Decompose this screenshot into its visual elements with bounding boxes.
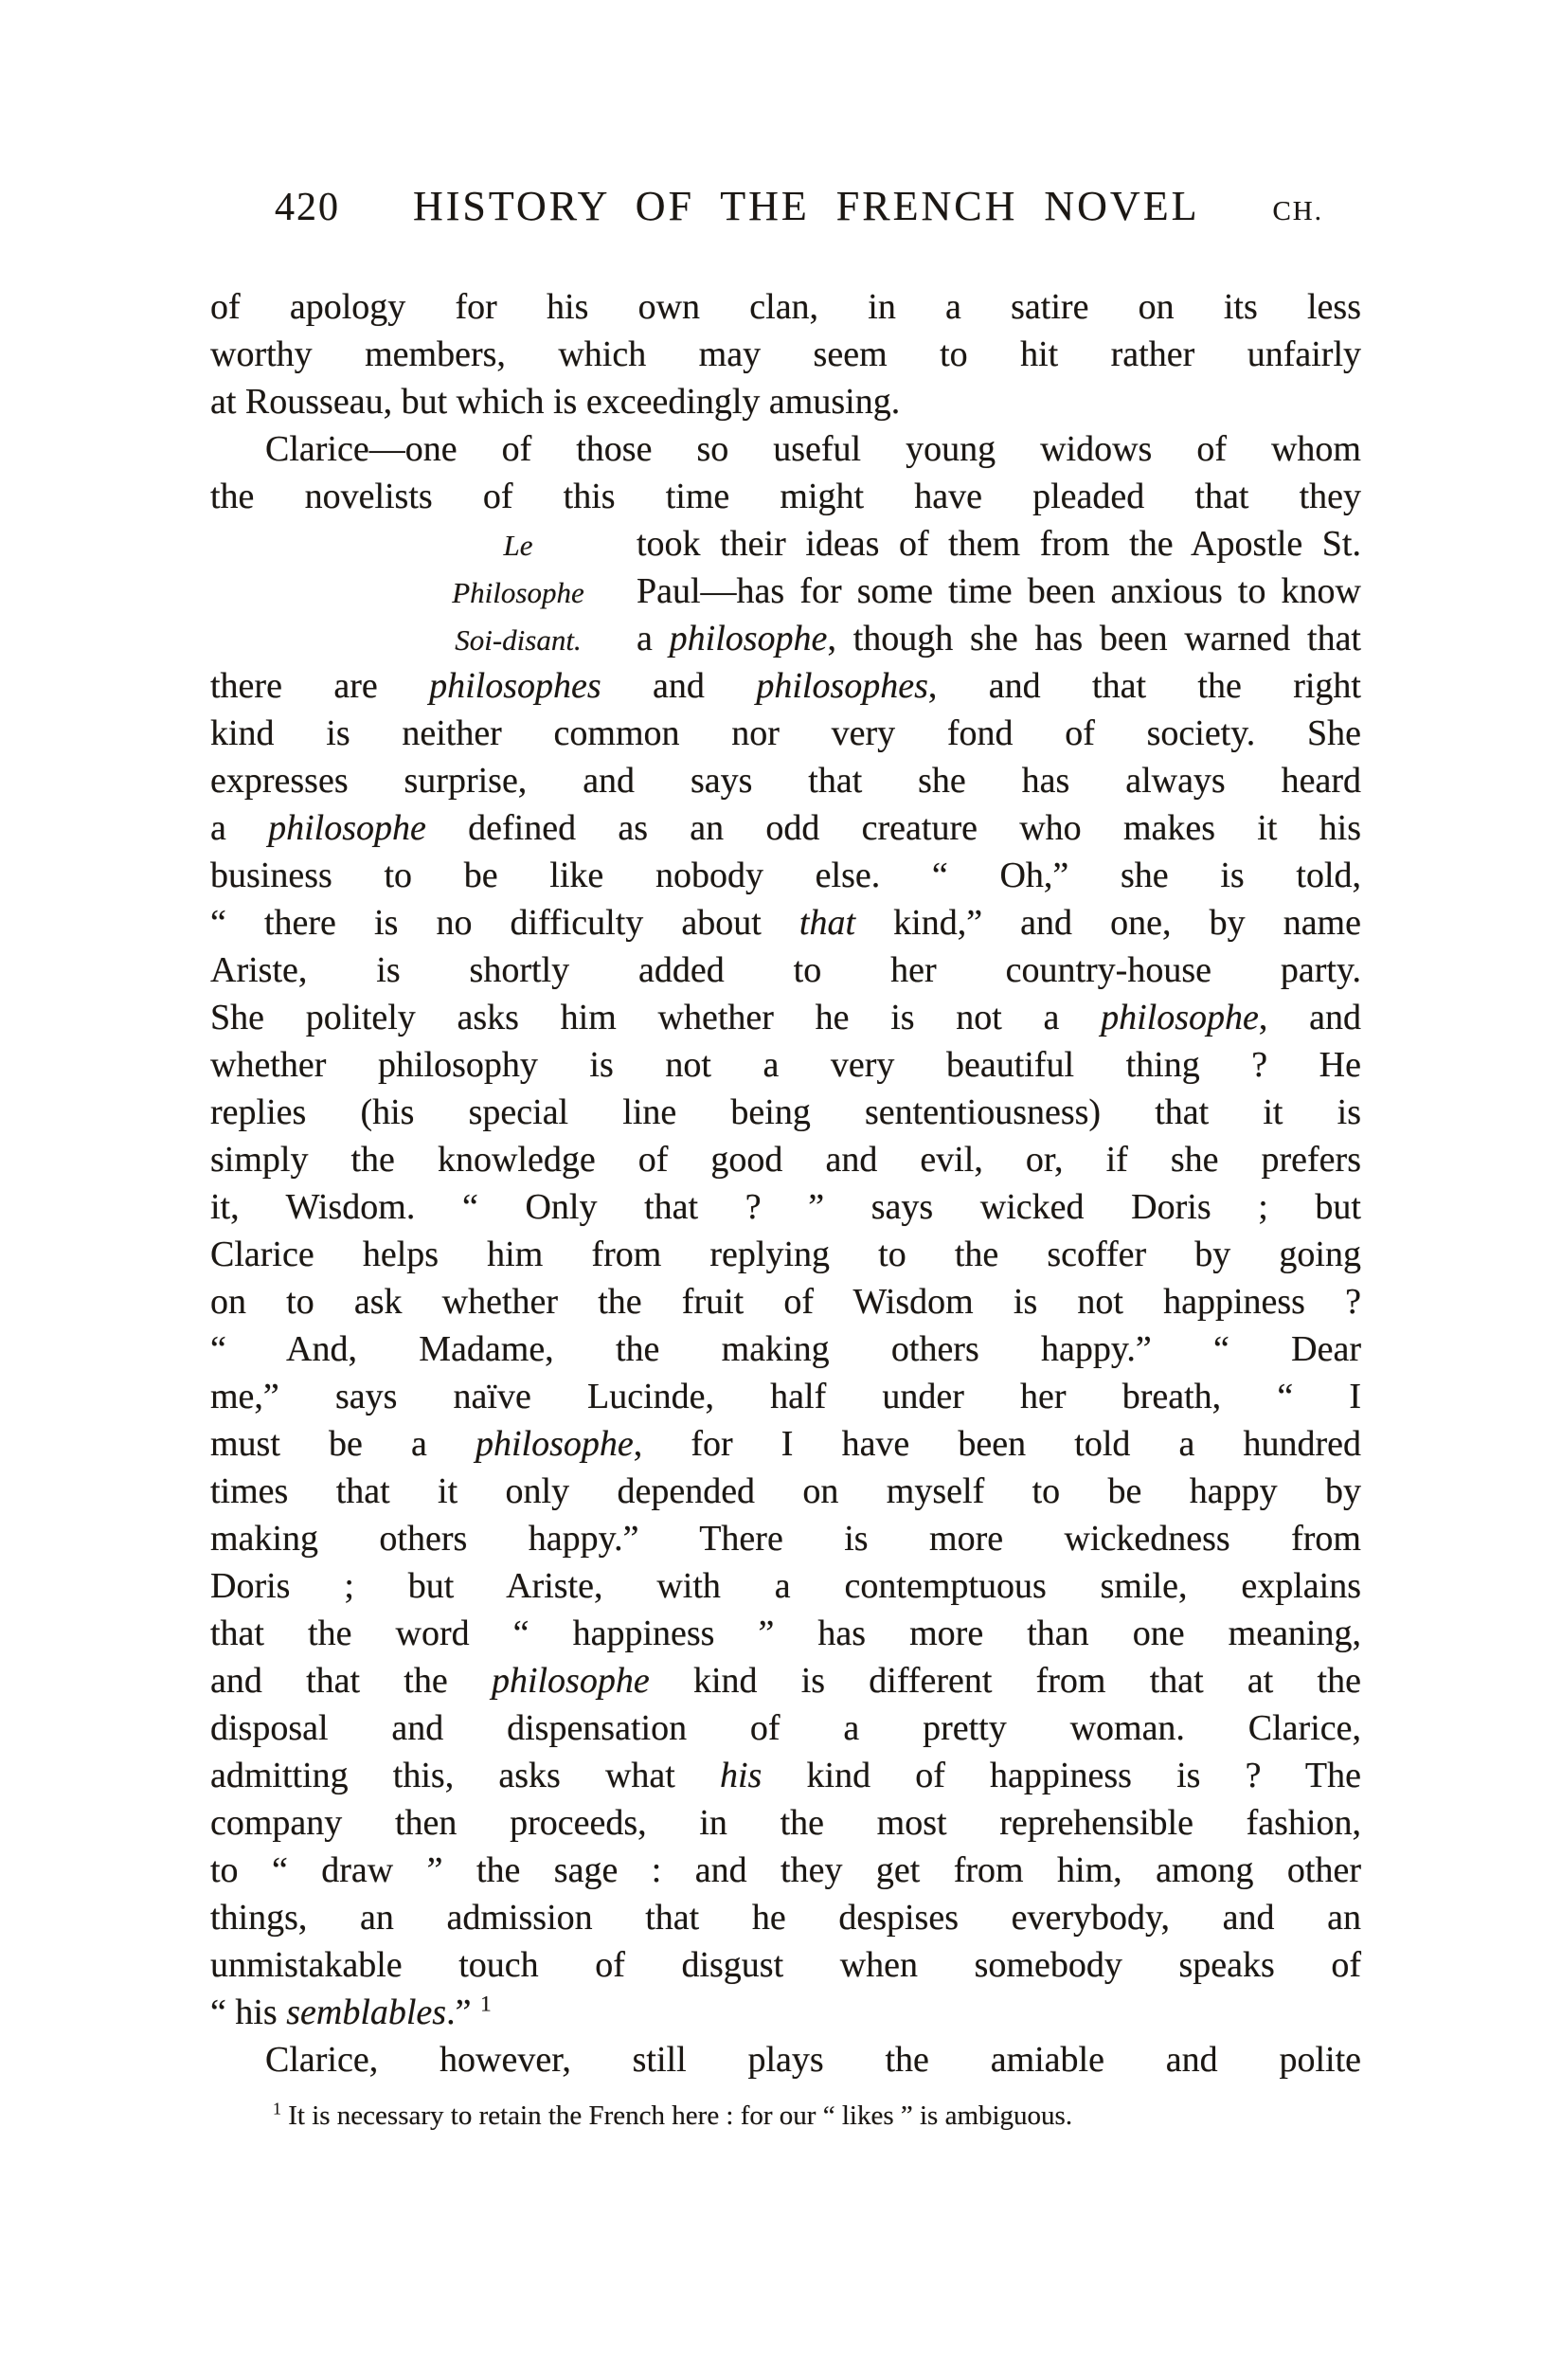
text-line: of apology for his own clan, in a satire on its less [210, 287, 1361, 327]
chapter-label: CH. [1272, 196, 1323, 226]
text-line: a philosophe defined as an odd creature who makes it his [210, 808, 1361, 848]
text-line: at Rousseau, but which is exceedingly amusing. [210, 382, 901, 422]
text-line: “ there is no difficulty about that kind,” and one, by name [210, 903, 1361, 943]
text-line: worthy members, which may seem to hit rather unfairly [210, 334, 1361, 374]
text-line: admitting this, asks what his kind of happiness is ? The [210, 1756, 1361, 1795]
text-line: me,” says naïve Lucinde, half under her breath, “ I [210, 1377, 1361, 1416]
text-line: it, Wisdom. “ Only that ? ” says wicked Doris ; but [210, 1187, 1361, 1227]
text-line: Clarice helps him from replying to the scoffer by going [210, 1235, 1361, 1274]
page-title: HISTORY OF THE FRENCH NOVEL [412, 183, 1200, 229]
text-line: Doris ; but Ariste, with a contemptuous smile, explains [210, 1566, 1361, 1606]
text-line: that the word “ happiness ” has more than one meaning, [210, 1614, 1361, 1653]
text-line: simply the knowledge of good and evil, or, if she prefers [210, 1140, 1361, 1180]
text-line: company then proceeds, in the most reprehensible fashion, [210, 1803, 1361, 1843]
text-line: things, an admission that he despises everybody, and an [210, 1898, 1361, 1938]
text-line: “ And, Madame, the making others happy.” “ Dear [210, 1329, 1361, 1369]
text-line: the novelists of this time might have pleaded that they [210, 477, 1361, 516]
margin-note [305, 522, 731, 664]
text-line: kind is neither common nor very fond of society. She [210, 713, 1361, 753]
page-number: 420 [275, 186, 340, 229]
margin-note-line: Philosophe [452, 576, 584, 609]
text-line: replies (his special line being sententiousness) that it is [210, 1092, 1361, 1132]
text-line: Ariste, is shortly added to her country-house party. [210, 950, 1361, 990]
margin-note-line: Soi-disant. [455, 623, 582, 657]
text-line: disposal and dispensation of a pretty woman. Clarice, [210, 1708, 1361, 1748]
text-line: took their ideas of them from the Apostle St. [637, 524, 1361, 564]
page-header [210, 182, 1361, 230]
text-line: there are philosophes and philosophes, and that the right [210, 666, 1361, 706]
text-line: business to be like nobody else. “ Oh,” she is told, [210, 856, 1361, 895]
text-line: making others happy.” There is more wickedness from [210, 1519, 1361, 1559]
text-line: unmistakable touch of disgust when somebody speaks of [210, 1945, 1361, 1985]
text-line: and that the philosophe kind is different from that at the [210, 1661, 1361, 1701]
text-line: Paul—has for some time been anxious to know [637, 571, 1361, 611]
text-line: on to ask whether the fruit of Wisdom is not happiness ? [210, 1282, 1361, 1322]
text-line: She politely asks him whether he is not a philosophe, and [210, 998, 1361, 1037]
margin-note-line: Le [503, 529, 533, 562]
text-line: expresses surprise, and says that she has always heard [210, 761, 1361, 801]
text-line: Clarice—one of those so useful young widows of whom [265, 429, 1361, 469]
footnote [210, 2099, 1361, 2133]
text-line: times that it only depended on myself to be happy by [210, 1471, 1361, 1511]
footnote-text: $^1$ It is necessary to retain the French here : for our “ likes ” is ambiguous. [273, 2099, 1073, 2131]
text-line: to “ draw ” the sage : and they get from him, among other [210, 1850, 1361, 1890]
text-line: must be a philosophe, for I have been told a hundred [210, 1424, 1361, 1464]
page-body [210, 283, 1361, 2083]
text-line: whether philosophy is not a very beautiful thing ? He [210, 1045, 1361, 1085]
text-line: a philosophe, though she has been warned that [637, 619, 1361, 658]
text-line: Clarice, however, still plays the amiable and polite [265, 2040, 1361, 2080]
text-line: “ his semblables.” $^1$ [210, 1992, 492, 2032]
